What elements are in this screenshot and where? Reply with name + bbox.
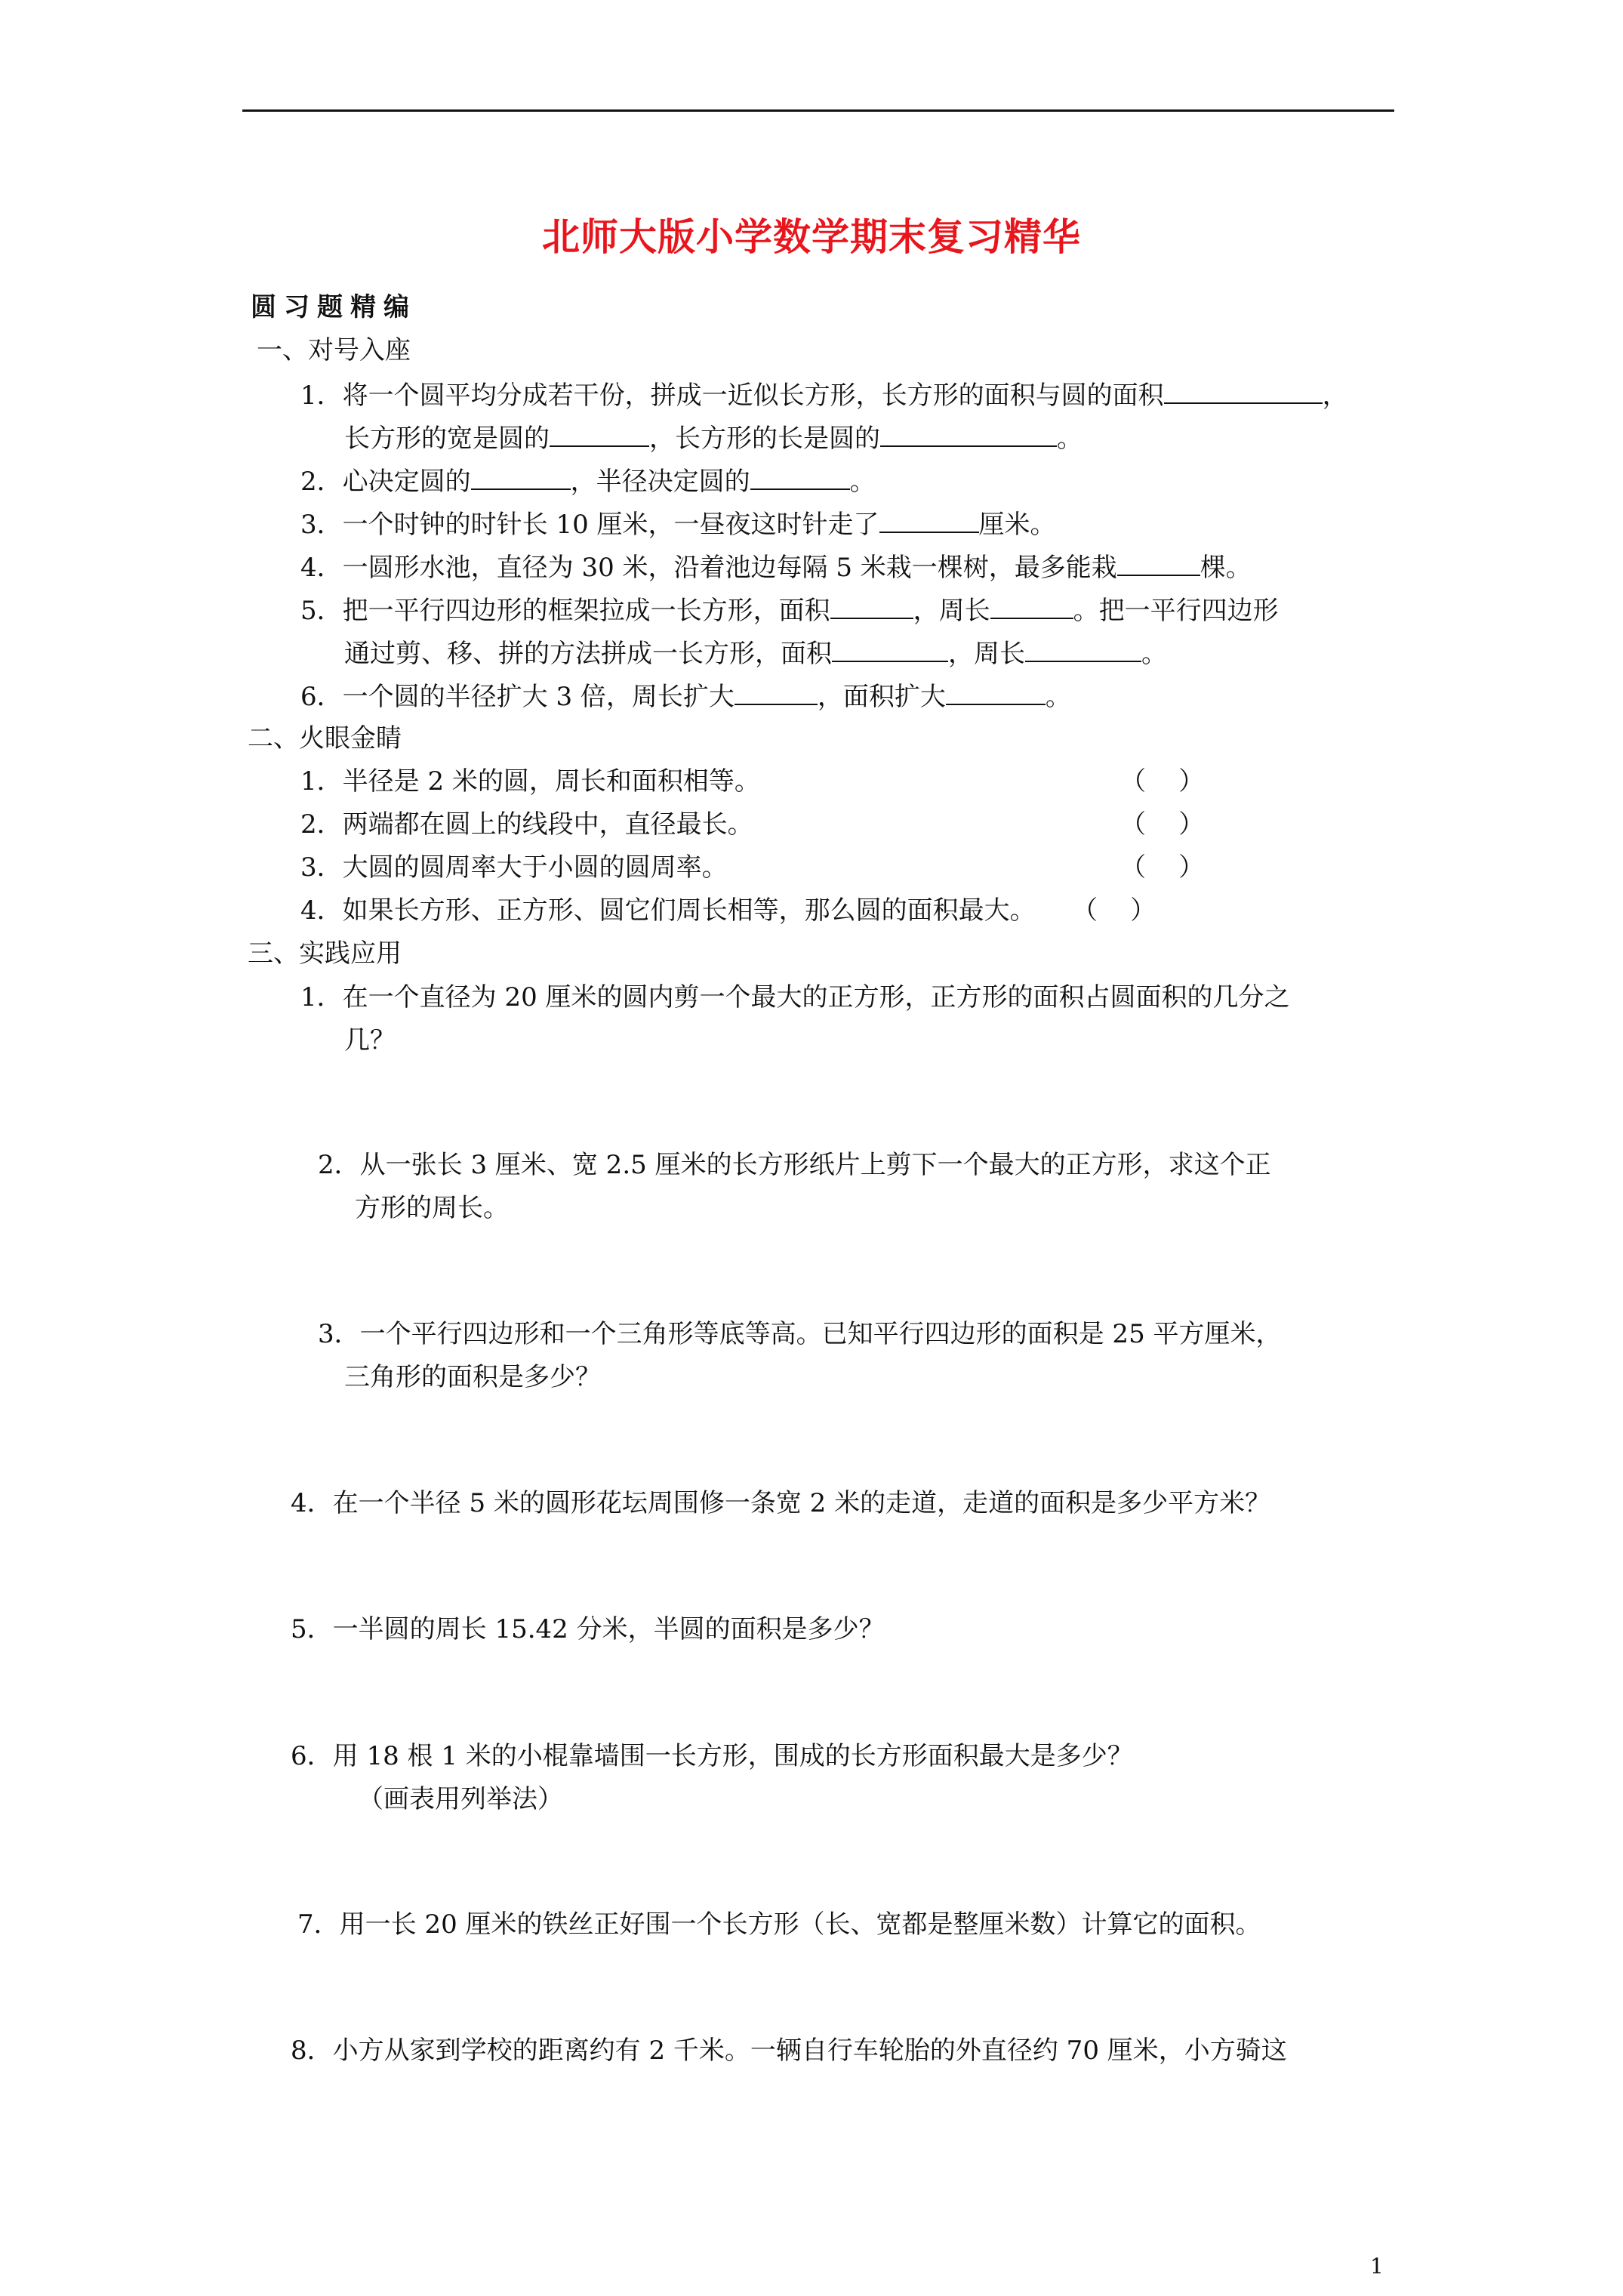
answer-blank[interactable]	[990, 592, 1073, 619]
answer-blank[interactable]	[879, 506, 979, 533]
s1-q1-line2: 长方形的宽是圆的 ，长方形的长是圆的 。	[344, 420, 1083, 456]
s2-item: 2．两端都在圆上的线段中，直径最长。	[300, 809, 753, 840]
s3-problem-8: 8．小方从家到学校的距离约有 2 千米。一辆自行车轮胎的外直径约 70 厘米，小方骑这	[291, 2036, 1287, 2066]
s3-problem-6: 6．用 18 根 1 米的小棍靠墙围一长方形，围成的长方形面积最大是多少？	[291, 1741, 1133, 1771]
s1-q5-line1: 5．把一平行四边形的框架拉成一长方形，面积 ，周长 。把一平行四边形	[300, 592, 1279, 628]
s3-problem-2: 2．从一张长 3 厘米、宽 2.5 厘米的长方形纸片上剪下一个最大的正方形，求这个正	[318, 1150, 1271, 1180]
answer-blank[interactable]	[1164, 377, 1323, 404]
document-title: 北师大版小学数学期末复习精华	[542, 214, 1081, 259]
answer-blank[interactable]	[946, 678, 1046, 705]
answer-blank[interactable]	[832, 635, 948, 662]
answer-parentheses[interactable]: （ ）	[1120, 766, 1205, 797]
section-subtitle: 圆习题精编	[251, 292, 417, 322]
s3-problem-4: 4．在一个半径 5 米的圆形花坛周围修一条宽 2 米的走道，走道的面积是多少平方米？	[291, 1488, 1271, 1518]
s2-item: 4．如果长方形、正方形、圆它们周长相等，那么圆的面积最大。	[300, 895, 1036, 926]
s2-item: 1．半径是 2 米的圆，周长和面积相等。	[300, 766, 760, 797]
header-rule	[242, 109, 1394, 112]
s1-q2: 2．心决定圆的 ，半径决定圆的 。	[300, 463, 876, 499]
section1-heading: 一、对号入座	[257, 335, 411, 365]
s1-q1-line1: 1．将一个圆平均分成若干份，拼成一近似长方形，长方形的面积与圆的面积 ，	[300, 377, 1348, 413]
s3-problem-5: 5．一半圆的周长 15.42 分米，半圆的面积是多少？	[291, 1614, 885, 1644]
answer-blank[interactable]	[1117, 549, 1200, 576]
answer-blank[interactable]	[880, 420, 1057, 447]
answer-blank[interactable]	[735, 678, 818, 705]
s1-q6: 6．一个圆的半径扩大 3 倍，周长扩大 ，面积扩大 。	[300, 678, 1071, 714]
s1-q4: 4．一圆形水池，直径为 30 米，沿着池边每隔 5 米栽一棵树，最多能栽 棵。	[300, 549, 1252, 585]
s3-problem-3: 3．一个平行四边形和一个三角形等底等高。已知平行四边形的面积是 25 平方厘米，	[318, 1319, 1282, 1349]
answer-blank[interactable]	[750, 463, 850, 490]
s3-problem-3-cont: 三角形的面积是多少？	[344, 1362, 601, 1392]
answer-parentheses[interactable]: （ ）	[1072, 895, 1156, 926]
s3-problem-1-cont: 几？	[344, 1025, 396, 1056]
answer-blank[interactable]	[471, 463, 571, 490]
answer-parentheses[interactable]: （ ）	[1120, 852, 1205, 883]
s1-q3: 3．一个时钟的时针长 10 厘米，一昼夜这时针走了 厘米。	[300, 506, 1056, 542]
section2-heading: 二、火眼金睛	[248, 723, 402, 754]
s2-item: 3．大圆的圆周率大于小圆的圆周率。	[300, 852, 728, 883]
page-number: 1	[1370, 2254, 1384, 2279]
s3-problem-2-cont: 方形的周长。	[355, 1193, 509, 1223]
answer-blank[interactable]	[830, 592, 913, 619]
answer-parentheses[interactable]: （ ）	[1120, 809, 1205, 840]
answer-blank[interactable]	[1025, 635, 1141, 662]
section3-heading: 三、实践应用	[248, 938, 402, 969]
s3-problem-1: 1．在一个直径为 20 厘米的圆内剪一个最大的正方形，正方形的面积占圆面积的几分之	[300, 982, 1290, 1012]
s1-q5-line2: 通过剪、移、拼的方法拼成一长方形，面积 ，周长 。	[344, 635, 1167, 671]
s3-problem-6-hint: （画表用列举法）	[358, 1784, 563, 1814]
answer-blank[interactable]	[550, 420, 649, 447]
s3-problem-7: 7．用一长 20 厘米的铁丝正好围一个长方形（长、宽都是整厘米数）计算它的面积。	[297, 1909, 1261, 1940]
